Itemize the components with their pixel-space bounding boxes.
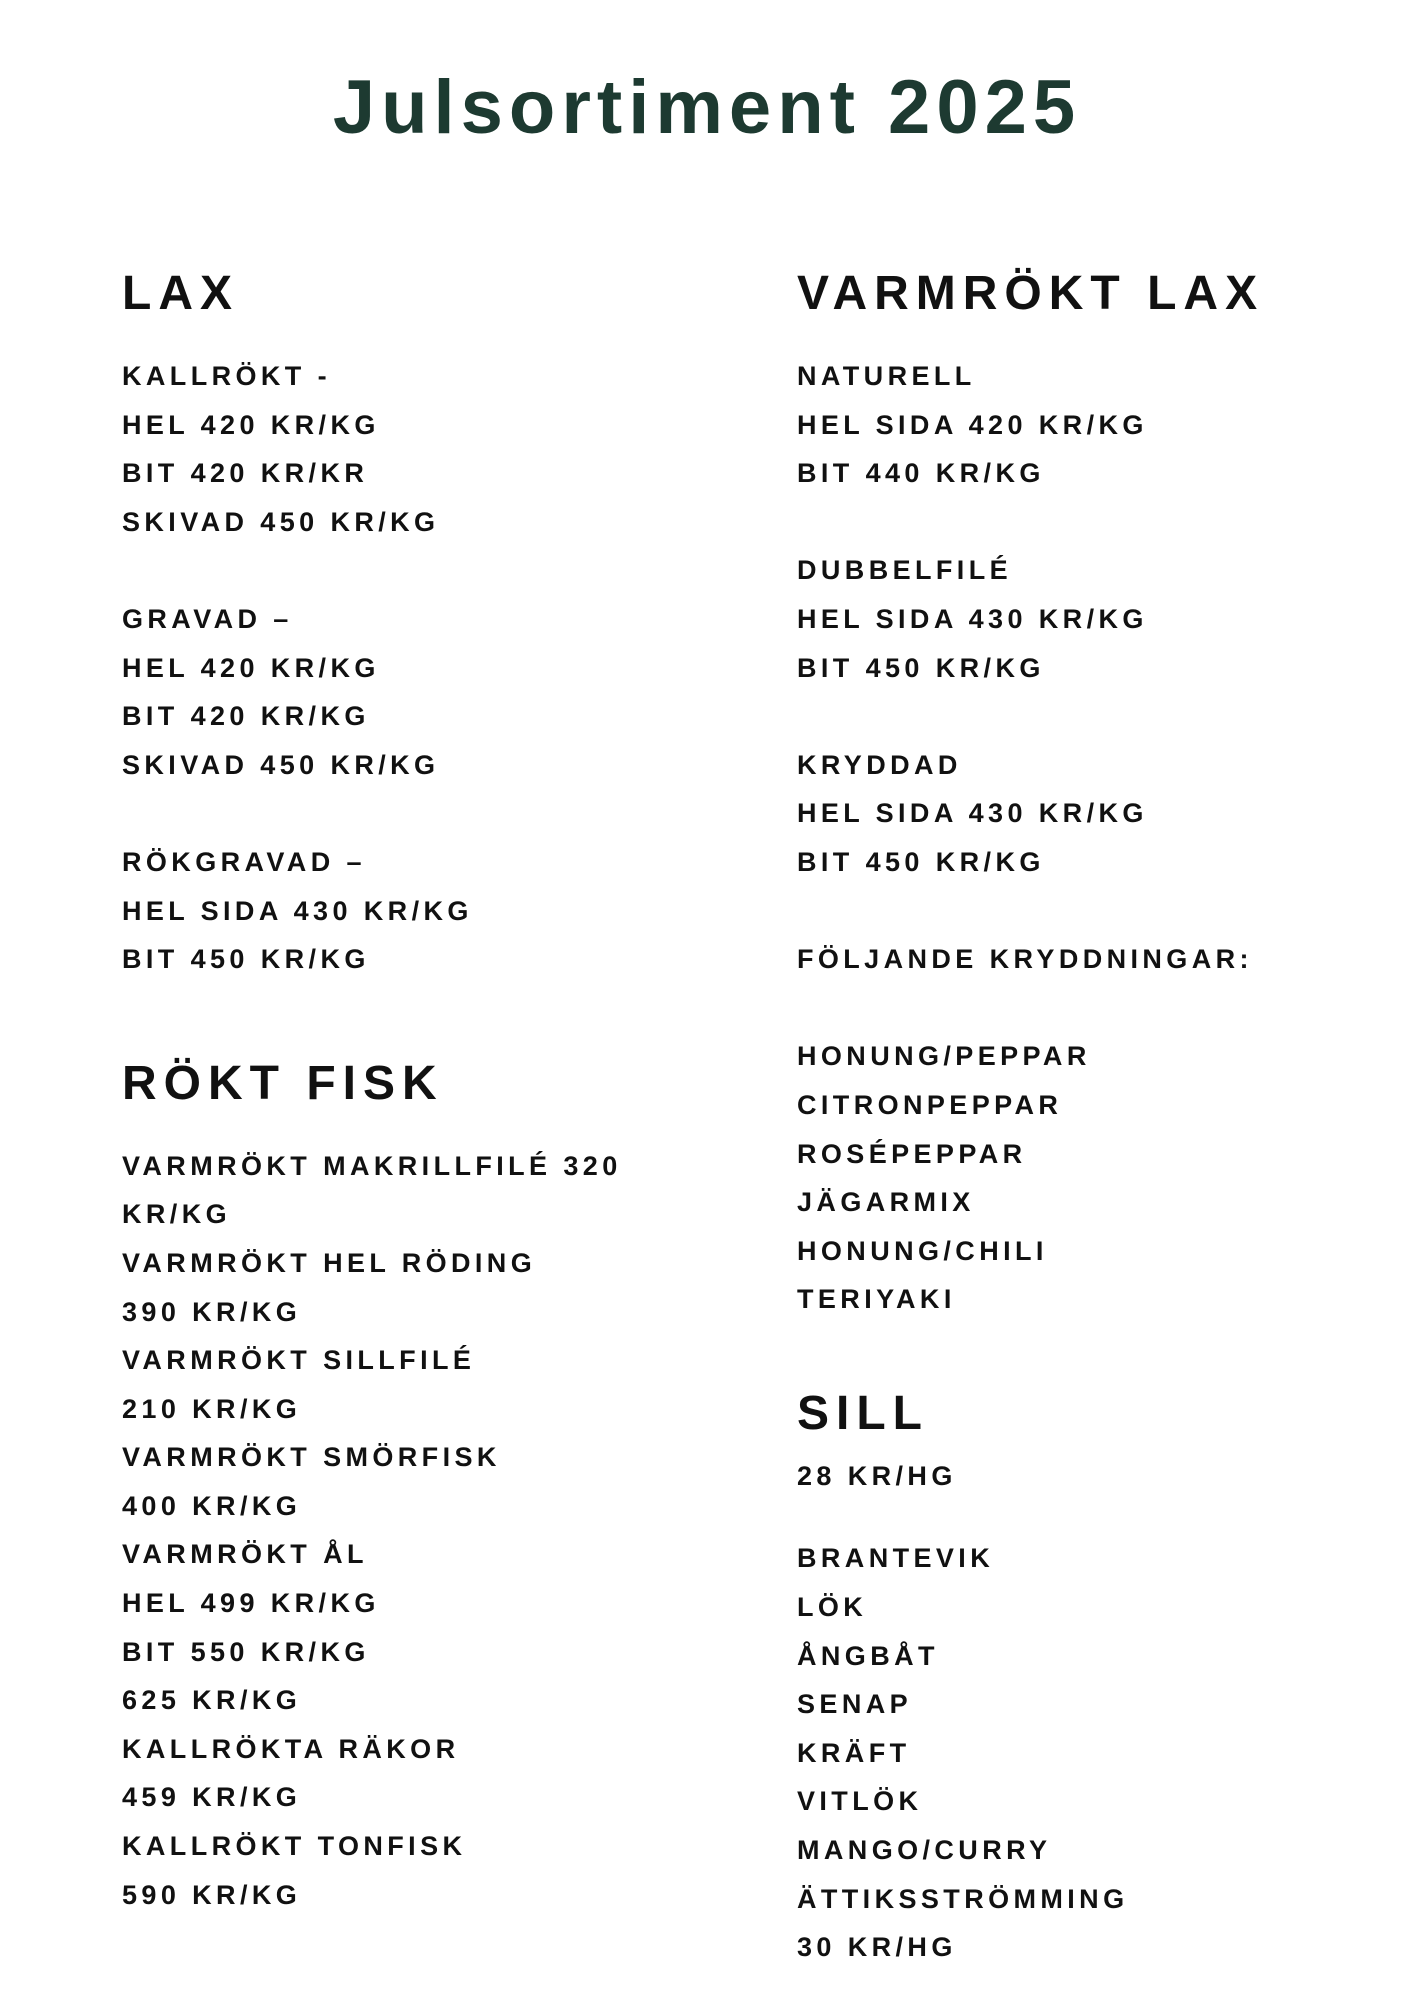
- product-group-kryddad: [797, 741, 1387, 887]
- product-line: SKIVAD 450 KR/KG: [122, 749, 440, 780]
- section-varmrokt-lax: [797, 267, 1387, 1324]
- product-line: KALLRÖKT TONFISK: [122, 1831, 467, 1862]
- product-line: BIT 440 KR/KG: [797, 458, 1045, 489]
- product-line: KALLRÖKT -: [122, 361, 331, 391]
- section-heading-rokt-fisk: RÖKT FISK: [122, 1056, 444, 1110]
- product-line: HEL SIDA 430 KR/KG: [797, 798, 1148, 829]
- product-line: HEL 420 KR/KG: [122, 409, 380, 440]
- product-group-dubbelfile: [797, 546, 1387, 692]
- product-line: BIT 420 KR/KR: [122, 458, 369, 489]
- product-line: HONUNG/PEPPAR: [797, 1041, 1091, 1072]
- product-line: FÖLJANDE KRYDDNINGAR:: [797, 944, 1253, 975]
- product-line: VITLÖK: [797, 1786, 923, 1817]
- product-line: BIT 450 KR/KG: [122, 944, 370, 975]
- product-line: BIT 550 KR/KG: [122, 1636, 370, 1667]
- product-group-kryddningar-heading: [797, 935, 1387, 984]
- product-line: 30 KR/HG: [797, 1932, 957, 1963]
- product-line: HEL SIDA 430 KR/KG: [122, 895, 473, 926]
- product-line: SENAP: [797, 1689, 913, 1720]
- product-line: SKIVAD 450 KR/KG: [122, 506, 440, 537]
- product-line: HEL SIDA 420 KR/KG: [797, 409, 1148, 440]
- product-line: HEL SIDA 430 KR/KG: [797, 603, 1148, 634]
- section-sill: [797, 1386, 1387, 1972]
- product-line: ROSÉPEPPAR: [797, 1138, 1027, 1169]
- product-line: HONUNG/CHILI: [797, 1235, 1048, 1266]
- product-line: 459 KR/KG: [122, 1782, 302, 1813]
- page-title: Julsortiment 2025: [332, 65, 1082, 150]
- product-line: VARMRÖKT ÅL: [122, 1539, 368, 1570]
- product-group-rokgravad: [122, 838, 742, 984]
- product-line: 400 KR/KG: [122, 1490, 302, 1521]
- product-line: GRAVAD –: [122, 603, 293, 634]
- product-group-naturell: [797, 352, 1387, 498]
- right-column: [797, 267, 1387, 1972]
- product-line: MANGO/CURRY: [797, 1835, 1052, 1866]
- sill-price: 28 KR/HG: [797, 1460, 957, 1491]
- product-line: HEL 420 KR/KG: [122, 652, 380, 683]
- product-line: RÖKGRAVAD –: [122, 846, 366, 877]
- product-line: KRÄFT: [797, 1737, 911, 1768]
- product-line: VARMRÖKT HEL RÖDING: [122, 1247, 537, 1278]
- product-line: 590 KR/KG: [122, 1879, 302, 1910]
- product-line: BIT 420 KR/KG: [122, 701, 370, 732]
- product-line: TERIYAKI: [797, 1284, 956, 1315]
- product-line: BIT 450 KR/KG: [797, 846, 1045, 877]
- product-line: 390 KR/KG: [122, 1296, 302, 1327]
- product-line: VARMRÖKT SMÖRFISK: [122, 1442, 501, 1473]
- product-line: VARMRÖKT SILLFILÉ: [122, 1345, 476, 1376]
- section-lax: [122, 267, 742, 984]
- product-line: HEL 499 KR/KG: [122, 1588, 380, 1619]
- product-line: VARMRÖKT MAKRILLFILÉ 320: [122, 1150, 622, 1181]
- product-group-kryddningar: [797, 1032, 1387, 1324]
- section-heading-varmrokt-lax: VARMRÖKT LAX: [797, 267, 1265, 320]
- product-line: ÄTTIKSSTRÖMMING: [797, 1883, 1129, 1914]
- product-line: LÖK: [797, 1592, 868, 1623]
- product-line: JÄGARMIX: [797, 1187, 975, 1218]
- product-line: ÅNGBÅT: [797, 1640, 939, 1671]
- product-line: DUBBELFILÉ: [797, 555, 1012, 586]
- product-line: 625 KR/KG: [122, 1685, 302, 1716]
- left-column: [122, 267, 742, 1919]
- product-line: NATURELL: [797, 361, 976, 391]
- section-rokt-fisk: [122, 1056, 742, 1920]
- product-line: KRYDDAD: [797, 749, 962, 780]
- section-heading-sill: SILL: [797, 1386, 929, 1440]
- product-line: BRANTEVIK: [797, 1543, 995, 1574]
- product-line: KALLRÖKTA RÄKOR: [122, 1733, 460, 1764]
- product-line: 210 KR/KG: [122, 1393, 302, 1424]
- product-line: BIT 450 KR/KG: [797, 652, 1045, 683]
- product-group-gravad: [122, 595, 742, 789]
- section-heading-lax: LAX: [122, 267, 239, 320]
- product-line: KR/KG: [122, 1199, 231, 1230]
- product-group-kallrokt: [122, 352, 742, 546]
- product-line: CITRONPEPPAR: [797, 1089, 1063, 1120]
